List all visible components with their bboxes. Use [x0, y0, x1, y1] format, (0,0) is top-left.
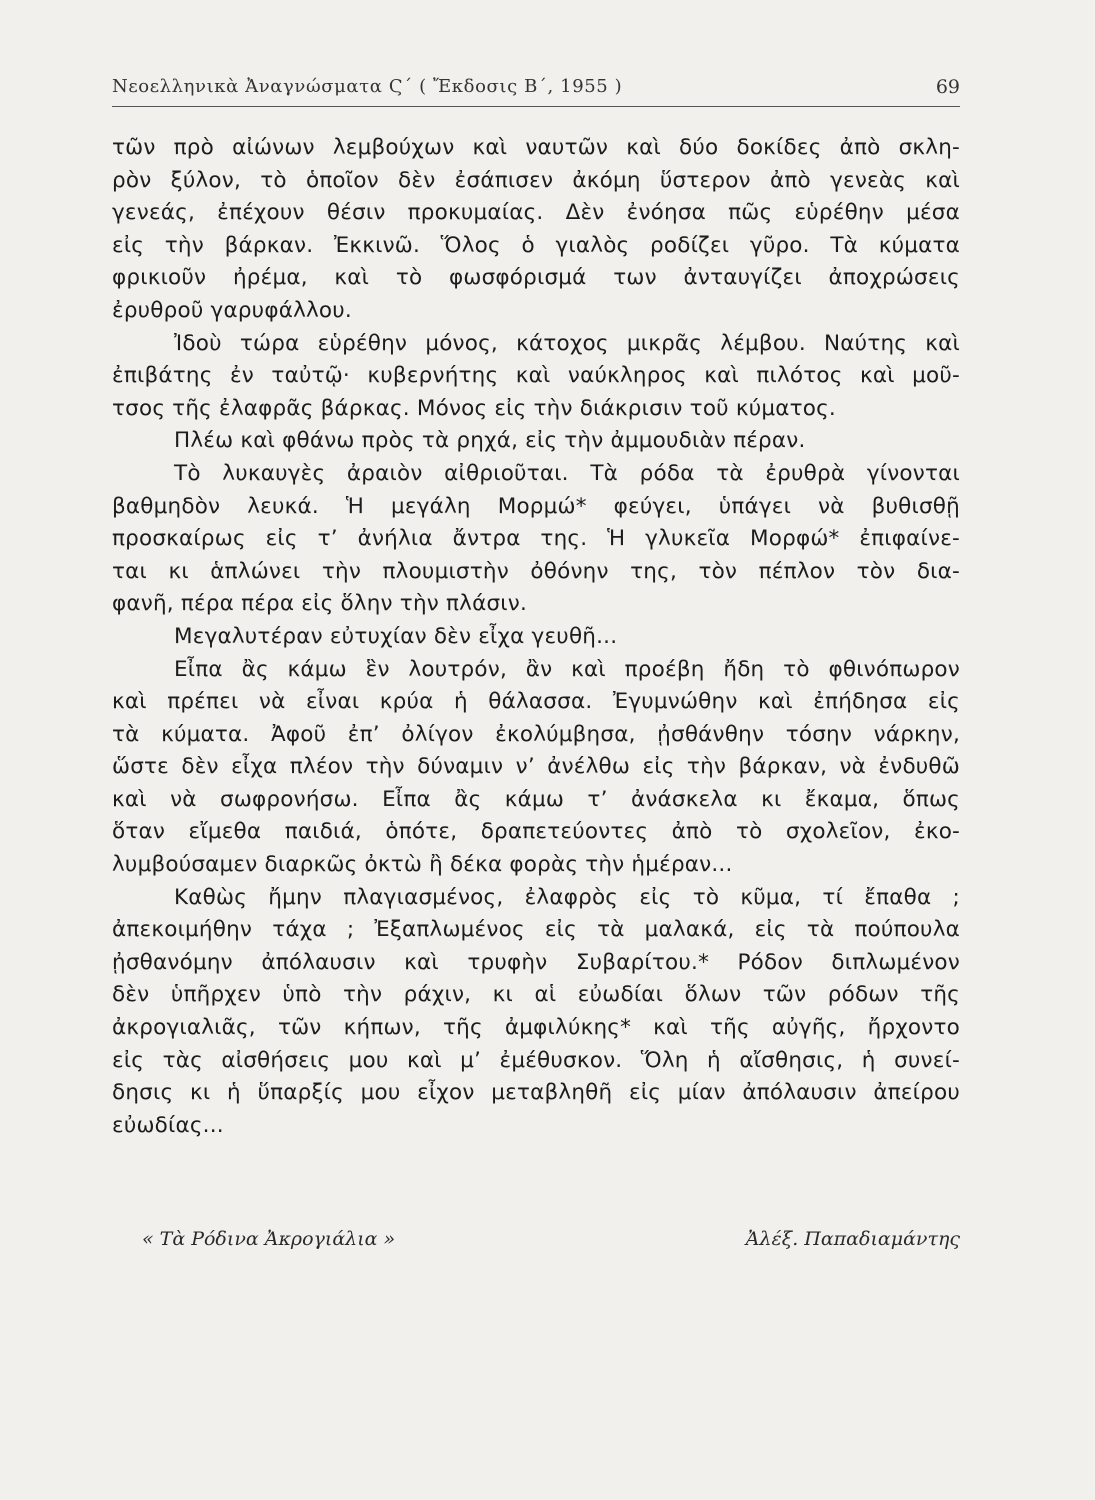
text-line: ᾐσθανόμην ἀπόλαυσιν καὶ τρυφὴν Συβαρίτου.* Ρόδον διπλωμένον	[112, 949, 960, 975]
body-text	[112, 132, 960, 1142]
text-line: καὶ νὰ σωφρονήσω. Εἶπα ἂς κάμω τ’ ἀνάσκελα κι ἔκαμα, ὅπως	[112, 786, 960, 812]
text-line: Τὸ λυκαυγὲς ἀραιὸν αἰθριοῦται. Τὰ ρόδα τὰ ἐρυθρὰ γίνονται	[174, 460, 960, 486]
page-number: 69	[935, 76, 960, 98]
text-line: Εἶπα ἂς κάμω ἓν λουτρόν, ἂν καὶ προέβη ἤδη τὸ φθινόπωρον	[174, 656, 960, 682]
text-line: ἐπιβάτης ἐν ταὐτῷ· κυβερνήτης καὶ ναύκληρος καὶ πιλότος καὶ μοῦ-	[112, 363, 960, 389]
text-line: τὰ κύματα. Ἀφοῦ ἐπ’ ὀλίγον ἐκολύμβησα, ᾐσθάνθην τόσην νάρκην,	[112, 721, 960, 747]
text-line: ἐρυθροῦ γαρυφάλλου.	[112, 297, 352, 323]
header-title: Νεοελληνικὰ Ἀναγνώσματα Ϛ´ ( Ἔκδοσις Β´, 1955 )	[112, 76, 623, 97]
text-line: λυμβούσαμεν διαρκῶς ὀκτὼ ἢ δέκα φορὰς τὴν ἡμέραν...	[112, 852, 733, 878]
text-line: Πλέω καὶ φθάνω πρὸς τὰ ρηχά, εἰς τὴν ἀμμουδιὰν πέραν.	[174, 428, 806, 454]
text-line: Μεγαλυτέραν εὐτυχίαν δὲν εἶχα γευθῆ...	[174, 623, 618, 649]
text-line: τσος τῆς ἐλαφρᾶς βάρκας. Μόνος εἰς τὴν διάκρισιν τοῦ κύματος.	[112, 395, 836, 421]
text-line: δησις κι ἡ ὕπαρξίς μου εἶχον μεταβληθῆ εἰς μίαν ἀπόλαυσιν ἀπείρου	[112, 1080, 960, 1106]
source-title: « Τὰ Ρόδινα Ἀκρογιάλια »	[142, 1228, 396, 1250]
text-line: φανῆ, πέρα πέρα εἰς ὅλην τὴν πλάσιν.	[112, 591, 527, 617]
text-line: καὶ πρέπει νὰ εἶναι κρύα ἡ θάλασσα. Ἐγυμνώθην καὶ ἐπήδησα εἰς	[112, 689, 960, 715]
text-line: εὐωδίας...	[112, 1112, 224, 1138]
running-header	[112, 72, 960, 107]
text-line: Ἰδοὺ τώρα εὑρέθην μόνος, κάτοχος μικρᾶς λέμβου. Ναύτης καὶ	[174, 330, 960, 356]
text-line: ἀκρογιαλιᾶς, τῶν κήπων, τῆς ἀμφιλύκης* καὶ τῆς αὐγῆς, ἤρχοντο	[112, 1015, 960, 1041]
text-line: Καθὼς ἤμην πλαγιασμένος, ἐλαφρὸς εἰς τὸ κῦμα, τί ἔπαθα ;	[174, 884, 960, 910]
text-line: εἰς τὴν βάρκαν. Ἐκκινῶ. Ὅλος ὁ γιαλὸς ροδίζει γῦρο. Τὰ κύματα	[112, 232, 960, 258]
text-line: γενεάς, ἐπέχουν θέσιν προκυμαίας. Δὲν ἐνόησα πῶς εὑρέθην μέσα	[112, 200, 960, 226]
text-line: ἀπεκοιμήθην τάχα ; Ἐξαπλωμένος εἰς τὰ μαλακά, εἰς τὰ πούπουλα	[112, 917, 960, 943]
text-line: βαθμηδὸν λευκά. Ἡ μεγάλη Μορμώ* φεύγει, ὑπάγει νὰ βυθισθῇ	[112, 493, 960, 519]
text-line: προσκαίρως εἰς τ’ ἀνήλια ἄντρα της. Ἡ γλυκεῖα Μορφώ* ἐπιφαίνε-	[112, 526, 960, 552]
text-line: ὥστε δὲν εἶχα πλέον τὴν δύναμιν ν’ ἀνέλθω εἰς τὴν βάρκαν, νὰ ἐνδυθῶ	[112, 754, 960, 780]
text-line: ὅταν εἴμεθα παιδιά, ὁπότε, δραπετεύοντες ἀπὸ τὸ σχολεῖον, ἐκο-	[112, 819, 960, 845]
text-line: τῶν πρὸ αἰώνων λεμβούχων καὶ ναυτῶν καὶ δύο δοκίδες ἀπὸ σκλη-	[112, 135, 960, 160]
text-line: εἰς τὰς αἰσθήσεις μου καὶ μ’ ἐμέθυσκον. Ὅλη ἡ αἴσθησις, ἡ συνεί-	[112, 1047, 960, 1073]
text-line: ρὸν ξύλον, τὸ ὁποῖον δὲν ἐσάπισεν ἀκόμη ὕστερον ἀπὸ γενεὰς καὶ	[112, 167, 960, 193]
author-name: Ἀλέξ. Παπαδιαμάντης	[745, 1228, 960, 1250]
text-line: φρικιοῦν ἠρέμα, καὶ τὸ φωσφόρισμά των ἀνταυγίζει ἀποχρώσεις	[112, 265, 960, 291]
text-line: ται κι ἁπλώνει τὴν πλουμιστὴν ὀθόνην της, τὸν πέπλον τὸν δια-	[112, 558, 960, 584]
text-line: δὲν ὑπῆρχεν ὑπὸ τὴν ράχιν, κι αἱ εὐωδίαι ὅλων τῶν ρόδων τῆς	[112, 982, 960, 1008]
attribution	[112, 1212, 960, 1252]
